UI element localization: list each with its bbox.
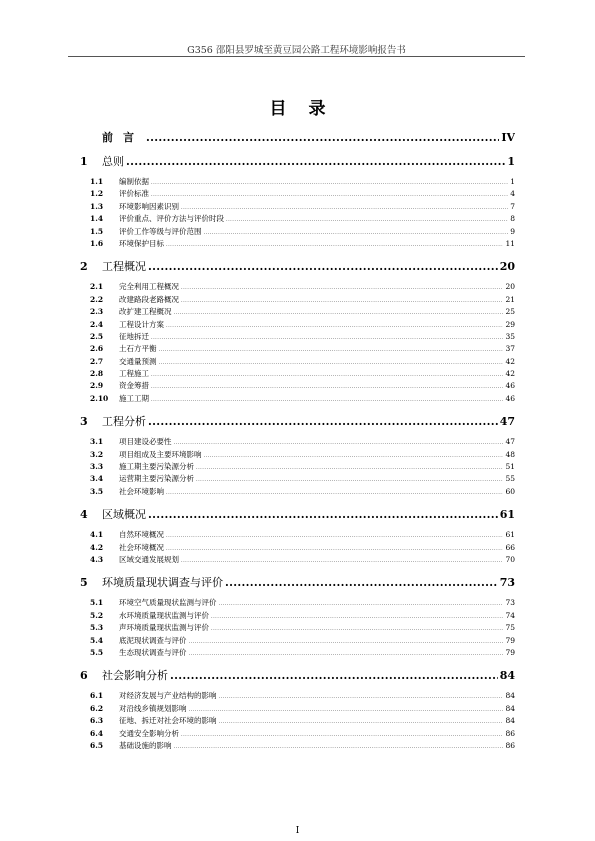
toc-section-entry[interactable] xyxy=(80,635,515,647)
toc-section-entry[interactable] xyxy=(80,343,515,355)
toc-section-title: 完全利用工程概况 xyxy=(119,282,179,292)
toc-section-title: 改扩建工程概况 xyxy=(119,307,172,317)
toc-section-number: 3.2 xyxy=(90,449,104,459)
dot-leader xyxy=(151,394,503,405)
toc-chapter-title: 社会影响分析 xyxy=(102,669,168,683)
dot-leader xyxy=(204,450,504,461)
toc-section-entry[interactable] xyxy=(80,226,515,238)
toc-section-entry[interactable] xyxy=(80,703,515,715)
toc-section-page: 29 xyxy=(505,319,515,329)
toc-section-page: 61 xyxy=(505,530,515,540)
page-title: 目录 xyxy=(269,99,348,119)
dot-leader xyxy=(219,598,504,609)
dot-leader xyxy=(148,259,498,274)
dot-leader xyxy=(151,381,503,392)
toc-section-page: 48 xyxy=(505,449,515,459)
toc-section-entry[interactable] xyxy=(80,690,515,702)
toc-section-number: 3.4 xyxy=(90,474,104,484)
toc-spacer xyxy=(80,659,515,668)
toc-section-number: 3.5 xyxy=(90,486,104,496)
dot-leader xyxy=(181,555,503,566)
toc-section-title: 运营期主要污染源分析 xyxy=(119,474,194,484)
dot-leader xyxy=(219,691,504,702)
dot-leader xyxy=(170,668,498,683)
dot-leader xyxy=(226,214,508,225)
toc-section-number: 5.1 xyxy=(90,598,104,608)
toc-section-page: 46 xyxy=(505,381,515,391)
toc-section-title: 底泥现状调查与评价 xyxy=(119,635,187,645)
toc-section-entry[interactable] xyxy=(80,529,515,541)
toc-section-page: 37 xyxy=(505,344,515,354)
toc-section-title: 社会环境影响 xyxy=(119,486,164,496)
toc-section-entry[interactable] xyxy=(80,715,515,727)
toc-section-page: 60 xyxy=(505,486,515,496)
toc-section-number: 2.4 xyxy=(90,319,104,329)
toc-section-page: 84 xyxy=(505,703,515,713)
toc-section-entry[interactable] xyxy=(80,622,515,634)
toc-section-number: 2.1 xyxy=(90,282,104,292)
toc-section-number: 3.1 xyxy=(90,437,104,447)
toc-section-number: 5.3 xyxy=(90,623,104,633)
toc-section-title: 资金筹措 xyxy=(119,381,149,391)
header-rule xyxy=(68,56,525,57)
toc-section-page: 35 xyxy=(505,331,515,341)
toc-chapter-page: 20 xyxy=(499,260,515,274)
toc-section-title: 声环境质量现状监测与评价 xyxy=(119,623,209,633)
toc-section-page: 47 xyxy=(505,437,515,447)
toc-section-number: 3.3 xyxy=(90,462,104,472)
toc-section-entry[interactable] xyxy=(80,294,515,306)
toc-section-page: 86 xyxy=(505,728,515,738)
toc-section-title: 环境保护目标 xyxy=(119,238,164,248)
dot-leader xyxy=(211,611,503,622)
toc-section-title: 评价标准 xyxy=(119,189,149,199)
toc-section-page: 55 xyxy=(505,474,515,484)
toc-section-entry[interactable] xyxy=(80,201,515,213)
toc-section-title: 项目组成及主要环境影响 xyxy=(119,449,202,459)
toc-section-title: 征地拆迁 xyxy=(119,331,149,341)
page-number: I xyxy=(295,826,300,836)
toc-chapter-entry[interactable] xyxy=(80,154,515,169)
toc-section-page: 75 xyxy=(505,623,515,633)
toc-spacer xyxy=(80,250,515,259)
dot-leader xyxy=(219,716,504,727)
dot-leader xyxy=(174,307,504,318)
toc-section-entry[interactable] xyxy=(80,188,515,200)
toc-section-entry[interactable] xyxy=(80,610,515,622)
toc-section-title: 社会环境概况 xyxy=(119,542,164,552)
toc-section-title: 编制依据 xyxy=(119,177,149,186)
dot-leader xyxy=(189,648,504,659)
toc-section-number: 2.8 xyxy=(90,369,104,379)
toc-section-entry[interactable] xyxy=(80,331,515,343)
toc-section-number: 2.3 xyxy=(90,307,104,317)
toc-section-title: 评价重点、评价方法与评价时段 xyxy=(119,214,224,224)
toc-section-title: 征地、拆迁对社会环境的影响 xyxy=(119,716,217,726)
toc-section-title: 交通量预测 xyxy=(119,356,157,366)
toc-section-entry[interactable] xyxy=(80,597,515,609)
toc-section-number: 2.7 xyxy=(90,356,104,366)
toc-section-page: 74 xyxy=(505,610,515,620)
toc-spacer xyxy=(80,683,515,690)
toc-section-entry[interactable] xyxy=(80,473,515,485)
toc-section-entry[interactable] xyxy=(80,486,515,498)
dot-leader xyxy=(166,487,503,498)
toc-section-number: 5.2 xyxy=(90,610,104,620)
toc-chapter-page: IV xyxy=(501,131,515,144)
toc-section-page: 84 xyxy=(505,691,515,701)
toc-chapter-entry[interactable] xyxy=(80,668,515,683)
dot-leader xyxy=(146,130,499,145)
toc-section-entry[interactable] xyxy=(80,728,515,740)
dot-leader xyxy=(151,189,508,200)
toc-section-number: 6.2 xyxy=(90,703,104,713)
dot-leader xyxy=(211,623,503,634)
toc-section-entry[interactable] xyxy=(80,368,515,380)
toc-chapter-entry[interactable] xyxy=(80,130,515,145)
toc-chapter-page: 84 xyxy=(499,669,515,683)
dot-leader xyxy=(151,177,508,188)
toc-chapter-entry[interactable] xyxy=(80,575,515,590)
dot-leader xyxy=(151,332,503,343)
dot-leader xyxy=(166,320,503,331)
toc-section-entry[interactable] xyxy=(80,306,515,318)
toc-section-title: 生态现状调查与评价 xyxy=(119,647,187,657)
toc-section-page: 9 xyxy=(510,226,515,236)
dot-leader xyxy=(204,227,509,238)
dot-leader xyxy=(181,282,503,293)
dot-leader xyxy=(181,729,503,740)
toc-section-number: 6.4 xyxy=(90,728,104,738)
toc-spacer xyxy=(80,405,515,414)
toc-section-page: 7 xyxy=(510,201,515,211)
toc-section-page: 4 xyxy=(510,189,515,199)
dot-leader xyxy=(166,530,503,541)
dot-leader xyxy=(159,344,504,355)
toc-section-page: 25 xyxy=(505,307,515,317)
toc-section-entry[interactable] xyxy=(80,356,515,368)
toc-section-title: 施工工期 xyxy=(119,393,149,403)
toc-section-title: 工程施工 xyxy=(119,369,149,379)
toc-section-number: 6.3 xyxy=(90,716,104,726)
toc-section-entry[interactable] xyxy=(80,393,515,405)
toc-section-page: 51 xyxy=(505,462,515,472)
toc-section-page: 46 xyxy=(505,393,515,403)
toc-section-entry[interactable] xyxy=(80,647,515,659)
toc-section-title: 改建路段老路概况 xyxy=(119,294,179,304)
toc-section-title: 项目建设必要性 xyxy=(119,437,172,447)
toc-section-entry[interactable] xyxy=(80,542,515,554)
toc-section-page: 21 xyxy=(505,294,515,304)
running-header: G356 邵阳县罗城至黄豆园公路工程环境影响报告书 xyxy=(187,45,406,56)
toc-section-title: 对经济发展与产业结构的影响 xyxy=(119,691,217,701)
toc-chapter-entry[interactable] xyxy=(80,507,515,522)
toc-section-entry[interactable] xyxy=(80,213,515,225)
toc-chapter-title: 工程分析 xyxy=(102,415,146,429)
toc-section-number: 1.6 xyxy=(90,238,104,248)
dot-leader xyxy=(189,704,504,715)
toc-section-entry[interactable] xyxy=(80,176,515,188)
toc-section-title: 水环境质量现状监测与评价 xyxy=(119,610,209,620)
toc-section-number: 2.5 xyxy=(90,331,104,341)
toc-chapter-entry[interactable] xyxy=(80,414,515,429)
toc-section-title: 工程设计方案 xyxy=(119,319,164,329)
dot-leader xyxy=(189,636,504,647)
dot-leader xyxy=(181,202,508,213)
toc-section-number: 5.5 xyxy=(90,647,104,657)
toc-chapter-title: 总则 xyxy=(102,155,124,168)
toc-section-number: 1.4 xyxy=(90,214,104,224)
toc-spacer xyxy=(80,498,515,507)
dot-leader xyxy=(148,507,498,522)
toc-section-title: 环境空气质量现状监测与评价 xyxy=(119,598,217,608)
toc-section-number: 6.1 xyxy=(90,691,104,701)
toc-section-entry[interactable] xyxy=(80,740,515,752)
toc-chapter-entry[interactable] xyxy=(80,259,515,274)
toc-section-title: 基础设施的影响 xyxy=(119,740,172,750)
toc-section-title: 环境影响因素识别 xyxy=(119,201,179,211)
toc-chapter-number: 1 xyxy=(80,155,88,168)
toc-section-page: 70 xyxy=(505,554,515,564)
toc-section-number: 6.5 xyxy=(90,740,104,750)
toc-section-number: 4.1 xyxy=(90,530,104,540)
toc-chapter-page: 61 xyxy=(499,508,515,522)
toc-section-number: 2.10 xyxy=(90,393,109,403)
dot-leader xyxy=(174,741,504,752)
toc-chapter-number: 6 xyxy=(80,669,88,683)
toc-section-entry[interactable] xyxy=(80,461,515,473)
toc-chapter-page: 1 xyxy=(507,155,515,168)
toc-chapter-number: 5 xyxy=(80,576,88,590)
toc-section-title: 评价工作等级与评价范围 xyxy=(119,226,202,236)
toc-section-number: 2.6 xyxy=(90,344,104,354)
toc-section-number: 5.4 xyxy=(90,635,104,645)
toc-section-page: 20 xyxy=(505,282,515,292)
toc-chapter-number: 4 xyxy=(80,508,88,522)
toc-section-page: 86 xyxy=(505,740,515,750)
toc-section-number: 1.3 xyxy=(90,201,104,211)
toc-section-number: 1.5 xyxy=(90,226,104,236)
toc-chapter-title: 区域概况 xyxy=(102,508,146,522)
toc-section-number: 4.3 xyxy=(90,554,104,564)
toc-section-number: 2.9 xyxy=(90,381,104,391)
toc-section-title: 自然环境概况 xyxy=(119,530,164,540)
toc-spacer xyxy=(80,274,515,281)
toc-section-number: 1.2 xyxy=(90,189,104,199)
toc-section-entry[interactable] xyxy=(80,319,515,331)
toc-section-title: 施工期主要污染源分析 xyxy=(119,462,194,472)
dot-leader xyxy=(151,369,503,380)
dot-leader xyxy=(225,575,498,590)
toc-spacer xyxy=(80,522,515,529)
toc-section-entry[interactable] xyxy=(80,238,515,250)
toc-section-entry[interactable] xyxy=(80,554,515,566)
toc-section-page: 79 xyxy=(505,647,515,657)
toc-spacer xyxy=(80,145,515,154)
dot-leader xyxy=(148,414,498,429)
toc-section-entry[interactable] xyxy=(80,449,515,461)
dot-leader xyxy=(166,543,503,554)
toc-section-number: 2.2 xyxy=(90,294,104,304)
toc-spacer xyxy=(80,429,515,436)
toc-chapter-number: 2 xyxy=(80,260,88,274)
toc-section-page: 73 xyxy=(505,598,515,608)
toc-section-page: 11 xyxy=(505,238,515,248)
toc-spacer xyxy=(80,590,515,597)
toc-section-page: 8 xyxy=(510,214,515,224)
dot-leader xyxy=(159,357,504,368)
toc-section-page: 1 xyxy=(510,177,515,186)
toc-section-entry[interactable] xyxy=(80,436,515,448)
dot-leader xyxy=(196,474,503,485)
table-of-contents xyxy=(80,130,515,752)
toc-section-title: 对沿线乡镇规划影响 xyxy=(119,703,187,713)
toc-section-title: 交通安全影响分析 xyxy=(119,728,179,738)
dot-leader xyxy=(196,462,503,473)
dot-leader xyxy=(181,295,503,306)
toc-chapter-title: 环境质量现状调查与评价 xyxy=(102,576,223,590)
toc-section-number: 1.1 xyxy=(90,177,104,186)
toc-chapter-page: 73 xyxy=(499,576,515,590)
toc-section-page: 42 xyxy=(505,369,515,379)
toc-section-page: 66 xyxy=(505,542,515,552)
toc-section-page: 79 xyxy=(505,635,515,645)
dot-leader xyxy=(174,437,504,448)
dot-leader xyxy=(126,154,505,169)
toc-section-page: 84 xyxy=(505,716,515,726)
toc-chapter-page: 47 xyxy=(499,415,515,429)
toc-chapter-number: 3 xyxy=(80,415,88,429)
toc-section-page: 42 xyxy=(505,356,515,366)
toc-section-entry[interactable] xyxy=(80,380,515,392)
toc-chapter-title: 前言 xyxy=(102,131,144,144)
toc-section-title: 区域交通发展规划 xyxy=(119,554,179,564)
toc-section-number: 4.2 xyxy=(90,542,104,552)
toc-section-title: 土石方平衡 xyxy=(119,344,157,354)
toc-section-entry[interactable] xyxy=(80,281,515,293)
dot-leader xyxy=(166,239,503,250)
toc-spacer xyxy=(80,169,515,176)
toc-chapter-title: 工程概况 xyxy=(102,260,146,274)
toc-spacer xyxy=(80,566,515,575)
